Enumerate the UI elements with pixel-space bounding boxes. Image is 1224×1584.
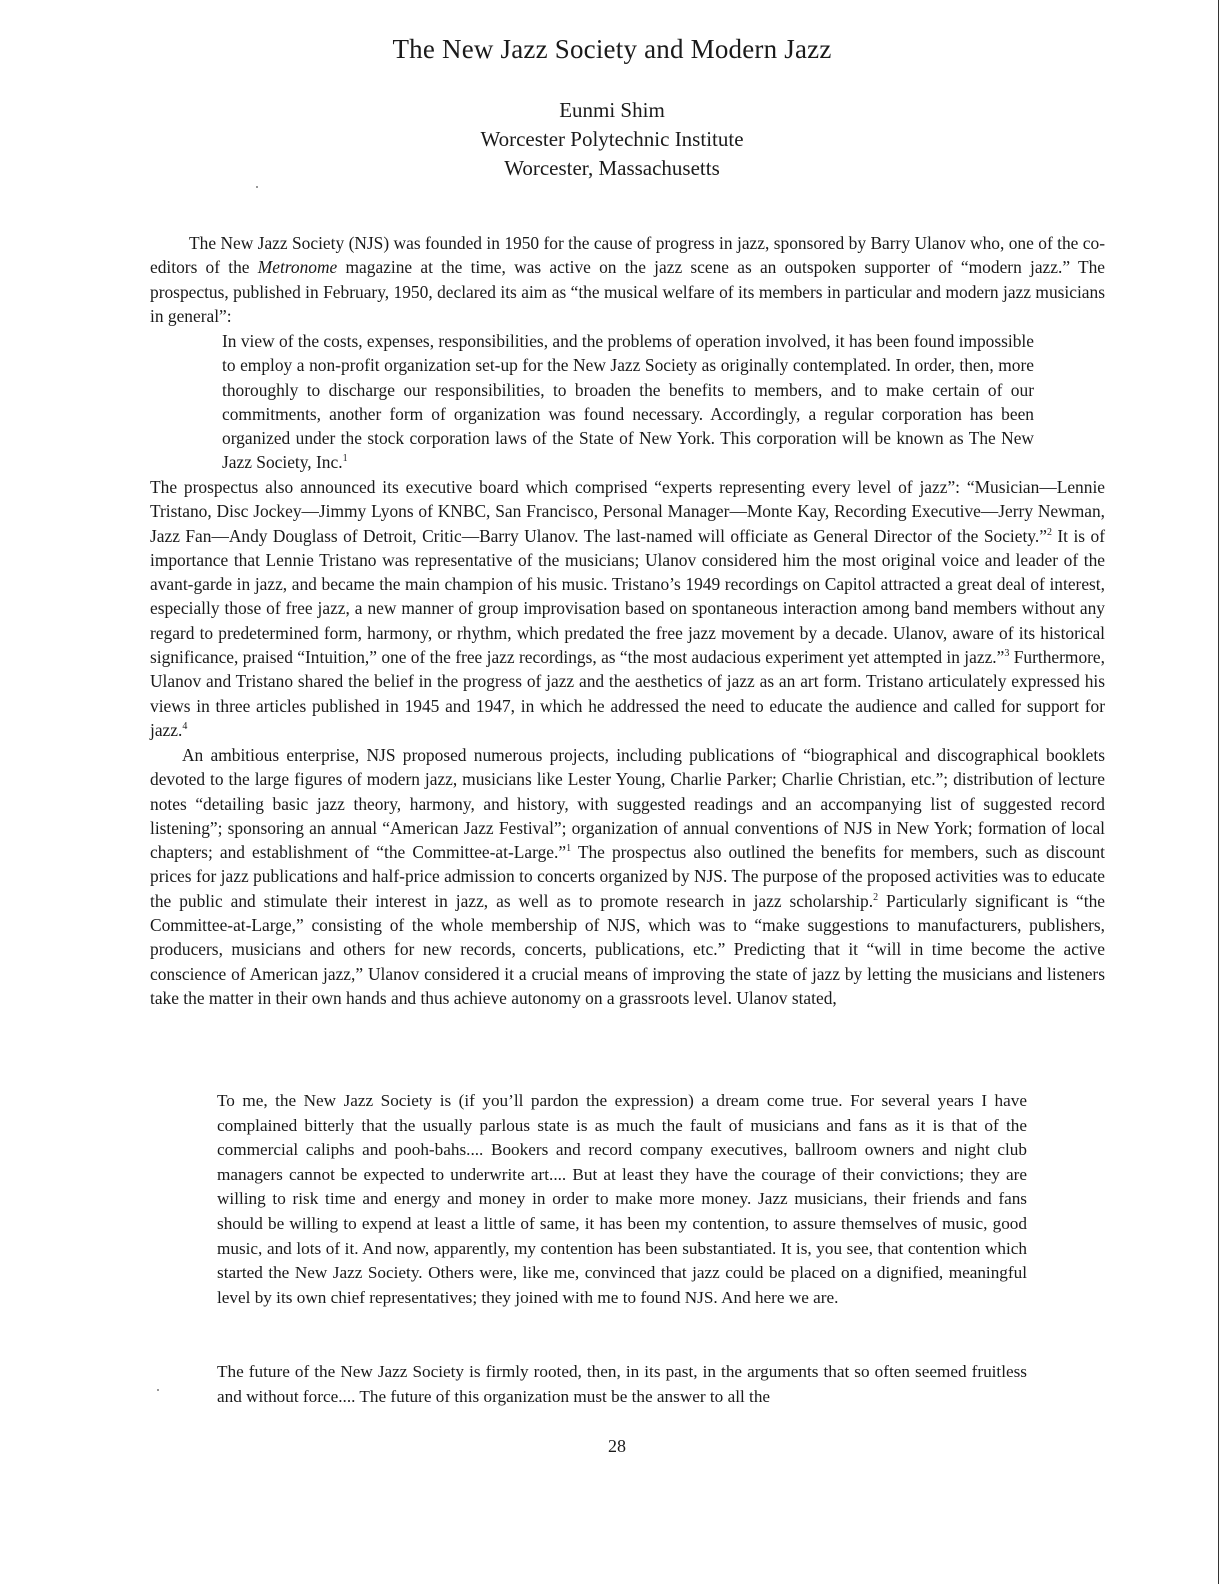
author-affiliation: Worcester Polytechnic Institute bbox=[480, 127, 744, 151]
footnote-marker: 1 bbox=[566, 843, 572, 855]
paragraph-intro bbox=[150, 231, 1105, 328]
footnote-marker: 2 bbox=[873, 891, 879, 903]
footnote-marker: 1 bbox=[342, 453, 348, 465]
author-location: Worcester, Massachusetts bbox=[504, 156, 720, 180]
text-run: The prospectus also outlined the benefits for members, such as discount prices for jazz publications and half-price admission to concerts organized by NJS. The purpose of the proposed activities was to educate the public and stimulate their interest in jazz, as well as to promote research in jazz scholarship. bbox=[150, 842, 1105, 911]
paragraph-executive-board bbox=[150, 475, 1105, 742]
text-run: It is of importance that Lennie Tristano was representative of the musicians; Ulanov considered him the most original voice and leader of the avant-garde in jazz, and became the main champion of his music. Tristano’s 1949 recordings on Capitol attracted a great deal of interest, especially those of free jazz, a new manner of group improvisation based on spontaneous interaction among band members without any regard to predetermined form, harmony, or rhythm, which predated the free jazz movement by a decade. Ulanov, aware of its historical significance, praised “Intuition,” one of the free jazz recordings, as “the most audacious experiment yet attempted in jazz.” bbox=[150, 525, 1105, 668]
scan-speck bbox=[256, 186, 258, 188]
footnote-marker: 2 bbox=[1046, 526, 1052, 538]
quote-text: In view of the costs, expenses, responsibilities, and the problems of operation involved, it has been found impossible to employ a non-profit organization set-up for the New Jazz Society as originally contemplated. In order, then, more thoroughly to discharge our responsibilities, to broaden the benefits to members, and to make certain of our commitments, another form of organization was found necessary. Accordingly, a regular corporation has been organized under the stock corporation laws of the State of New York. This corporation will be known as The New Jazz Society, Inc. bbox=[222, 331, 1034, 473]
scan-speck bbox=[157, 1389, 159, 1391]
author-name: Eunmi Shim bbox=[559, 98, 665, 122]
byline bbox=[0, 96, 1224, 183]
page-number: 28 bbox=[608, 1436, 626, 1456]
paper-title: The New Jazz Society and Modern Jazz bbox=[392, 34, 832, 64]
footnote-marker: 4 bbox=[182, 721, 188, 733]
paragraph-projects bbox=[150, 743, 1105, 1010]
text-run: The prospectus also announced its executive board which comprised “experts representing every level of jazz”: “Musician—Lennie Tristano, Disc Jockey—Jimmy Lyons of KNBC, San Francisco, Personal Manager—Monte Kay, Recording Executive—Jerry Newman, Jazz Fan—Andy Douglass of Detroit, Critic—Barry Ulanov. The last-named will officiate as General Director of the Society.” bbox=[150, 477, 1105, 546]
footnote-marker: 3 bbox=[1004, 648, 1010, 660]
magazine-title: Metronome bbox=[257, 257, 338, 278]
text-run: An ambitious enterprise, NJS proposed numerous projects, including publications of “biographical and discographical booklets devoted to the large figures of modern jazz, musicians like Lester Young, Charlie Parker; Charlie Christian, etc.”; distribution of lecture notes “detailing basic jazz theory, harmony, and history, with suggested readings and an accompanying list of suggested record listening”; sponsoring an annual “American Jazz Festival”; organization of annual conventions of NJS in New York; formation of local chapters; and establishment of “the Committee-at-Large.” bbox=[150, 745, 1105, 863]
text-run: The New Jazz Society (NJS) was founded in 1950 for the cause of progress in jazz, sponsored by Barry Ulanov who, one of the co-editors of the bbox=[150, 233, 1105, 278]
text-run: Particularly significant is “the Committee-at-Large,” consisting of the whole membership of NJS, which was to “make suggestions to manufacturers, publishers, producers, musicians and others for new records, concerts, publications, etc.” Predicting that it “will in time become the active conscience of American jazz,” Ulanov considered it a crucial means of improving the state of jazz by letting the musicians and listeners take the matter in their own hands and thus achieve autonomy on a grassroots level. Ulanov stated, bbox=[150, 890, 1105, 1008]
block-quote-prospectus bbox=[222, 329, 1034, 475]
text-run: Furthermore, Ulanov and Tristano shared the belief in the progress of jazz and the aesthetics of jazz as an art form. Tristano articulately expressed his views in three articles published in 1945 and 1947, in which he addressed the need to educate the audience and called for support for jazz. bbox=[150, 647, 1105, 740]
scan-edge-border bbox=[1218, 0, 1224, 1584]
block-quote-ulanov: To me, the New Jazz Society is (if you’ll pardon the expression) a dream come true. For several years I have complained bitterly that the usually parlous state is as much the fault of musicians and fans as it is that of the commercial caliphs and pooh-bahs.... Bookers and record company executives, ballroom owners and night club managers cannot be expected to underwrite art.... But at least they have the courage of their convictions; they are willing to risk time and energy and money in order to make more money. Jazz musicians, their friends and fans should be willing to expend at least a little of same, it has been my contention, to assure themselves of music, good music, and lots of it. And now, apparently, my contention has been substantiated. It is, you see, that contention which started the New Jazz Society. Others were, like me, convinced that jazz could be placed on a dignified, meaningful level by its own chief representatives; they joined with me to found NJS. And here we are. bbox=[217, 1091, 1027, 1307]
block-quote-future: The future of the New Jazz Society is firmly rooted, then, in its past, in the arguments that so often seemed fruitless and without force.... The future of this organization must be the answer to all the bbox=[217, 1362, 1027, 1406]
text-run: magazine at the time, was active on the jazz scene as an outspoken supporter of “modern jazz.” The prospectus, published in February, 1950, declared its aim as “the musical welfare of its members in particular and modern jazz musicians in general”: bbox=[150, 257, 1106, 326]
